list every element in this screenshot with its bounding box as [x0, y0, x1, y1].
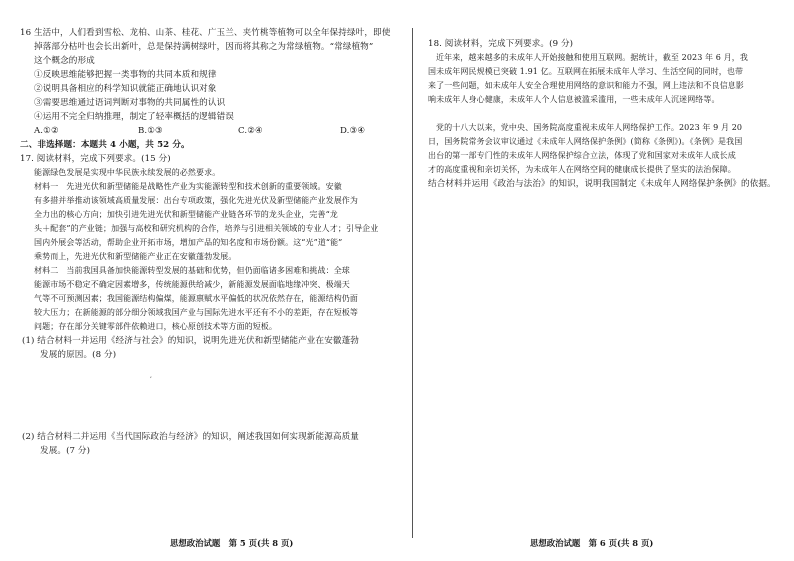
section-heading: 二、非选择题：本题共 4 小题，共 52 分。: [20, 140, 190, 150]
q16-stem-line-2: 掉落部分枯叶也会长出新叶，总是保持满树绿叶，因而将其称之为常绿植物。“常绿植物”: [34, 42, 374, 52]
q17-material-1-line-2: 有多措并举推动该领域高质量发展：出台专项政策，强化先进光伏及新型储能产业发展作为: [34, 196, 358, 205]
q17-question-1-line-1: (1) 结合材料一并运用《经济与社会》的知识，说明先进光伏和新型储能产业在安徽蓬勃: [22, 336, 359, 346]
q17-material-1-line-4: 头＋配套”的产业链；加强与高校和研究机构的合作，培养与引进相关领域的专业人才；引导企业: [34, 224, 379, 233]
q17-material-1-line-1: 材料一 先进光伏和新型储能是战略性产业为实能源转型和技术创新的重要领域。安徽: [34, 182, 342, 191]
page-5-footer: 思想政治试题 第 5 页(共 8 页): [170, 538, 294, 548]
q17-intro: 能源绿色发展是实现中华民族永续发展的必然要求。: [34, 168, 221, 177]
q16-option-2: ②说明具备相应的科学知识就能正确地认识对象: [34, 84, 217, 94]
q17-material-2-line-3: 气等不可预测因素；我国能源结构偏煤，能源禀赋水平偏低的状况依然存在，能源结构仍面: [34, 294, 358, 303]
q16-stem-line-3: 这个概念的形成: [34, 56, 95, 66]
page-6: [412, 0, 794, 561]
q18-paragraph-2-line-3: 出台的第一部专门性的未成年人网络保护综合立法，体现了党和国家对未成年人成长成: [428, 151, 736, 160]
q16-option-1: ①反映思维能够把握一类事物的共同本质和规律: [34, 70, 217, 80]
q18-paragraph-2-line-2: 日，国务院常务会议审议通过《未成年人网络保护条例》(简称《条例》)。《条例》是我国: [428, 137, 743, 146]
q17-material-2-line-2: 能源市场不稳定不确定因素增多，传统能源供给减少，新能源发展面临地缘冲突、极端天: [34, 280, 350, 289]
q17-question-2-line-2: 发展。(7 分): [40, 446, 91, 456]
q16-choice-d: D.③④: [340, 126, 366, 136]
q17-stem: 17. 阅读材料，完成下列要求。(15 分): [20, 154, 171, 164]
q17-question-2-line-1: (2) 结合材料二并运用《当代国际政治与经济》的知识，阐述我国如何实现新能源高质量: [22, 432, 359, 442]
q17-material-2-line-4: 较大压力；在新能源的部分细分领域我国产业与国际先进水平还有不小的差距，存在短板等: [34, 308, 358, 317]
q16-choice-b: B.①③: [138, 126, 163, 136]
q17-material-1-line-6: 乘势而上，先进光伏和新型储能产业正在安徽蓬勃发展。: [34, 252, 237, 261]
q18-paragraph-2-line-1: 党的十八大以来，党中央、国务院高度重视未成年人网络保护工作。2023 年 9 月 20: [436, 123, 743, 132]
q16-option-4: ④运用不完全归纳推理，制定了轻率概括的逻辑错误: [34, 112, 234, 122]
q18-paragraph-1-line-1: 近年来，越来越多的未成年人开始接触和使用互联网。据统计，截至 2023 年 6 月，我: [436, 53, 748, 62]
stray-mark: ,: [150, 372, 152, 379]
q16-stem-line-1: 16 生活中，人们看到雪松、龙柏、山茶、桂花、广玉兰、夹竹桃等植物可以全年保持绿叶，即使: [20, 28, 391, 38]
q18-stem: 18. 阅读材料，完成下列要求。(9 分): [428, 39, 574, 49]
q17-material-2-line-1: 材料二 当前我国具备加快能源转型发展的基础和优势，但仍面临诸多困难和挑战：全球: [34, 266, 350, 275]
q18-paragraph-1-line-2: 国未成年网民规模已突破 1.91 亿。互联网在拓展未成年人学习、生活空间的同时，也带: [428, 67, 744, 76]
q17-material-1-line-3: 全力出的核心方向；加快引进先进光伏和新型储能产业链各环节的龙头企业，完善“龙: [34, 210, 338, 219]
q17-question-1-line-2: 发展的原因。(8 分): [40, 350, 117, 360]
q17-material-2-line-5: 问题；存在部分关键零部件依赖进口，核心原创技术等方面的短板。: [34, 322, 277, 331]
q18-paragraph-2-line-4: 才的高度重视和亲切关怀，为未成年人在网络空间的健康成长提供了坚实的法治保障。: [428, 165, 736, 174]
page-6-footer: 思想政治试题 第 6 页(共 8 页): [530, 538, 654, 548]
q18-paragraph-1-line-3: 来了一些问题，如未成年人安全合理使用网络的意识和能力不强，网上违法和不良信息影: [428, 81, 744, 90]
q16-option-3: ③需要思维通过语词判断对事物的共同属性的认识: [34, 98, 226, 108]
q17-material-1-line-5: 国内外展会等活动，帮助企业开拓市场，增加产品的知名度和市场份额。这“光”道“能”: [34, 238, 343, 247]
q16-choice-a: A.①②: [34, 126, 59, 136]
q18-paragraph-1-line-4: 响未成年人身心健康，未成年人个人信息被滥采滥用，一些未成年人沉迷网络等。: [428, 95, 720, 104]
q16-choice-c: C.②④: [238, 126, 263, 136]
q18-question: 结合材料并运用《政治与法治》的知识，说明我国制定《未成年人网络保护条例》的依据。: [428, 179, 776, 189]
